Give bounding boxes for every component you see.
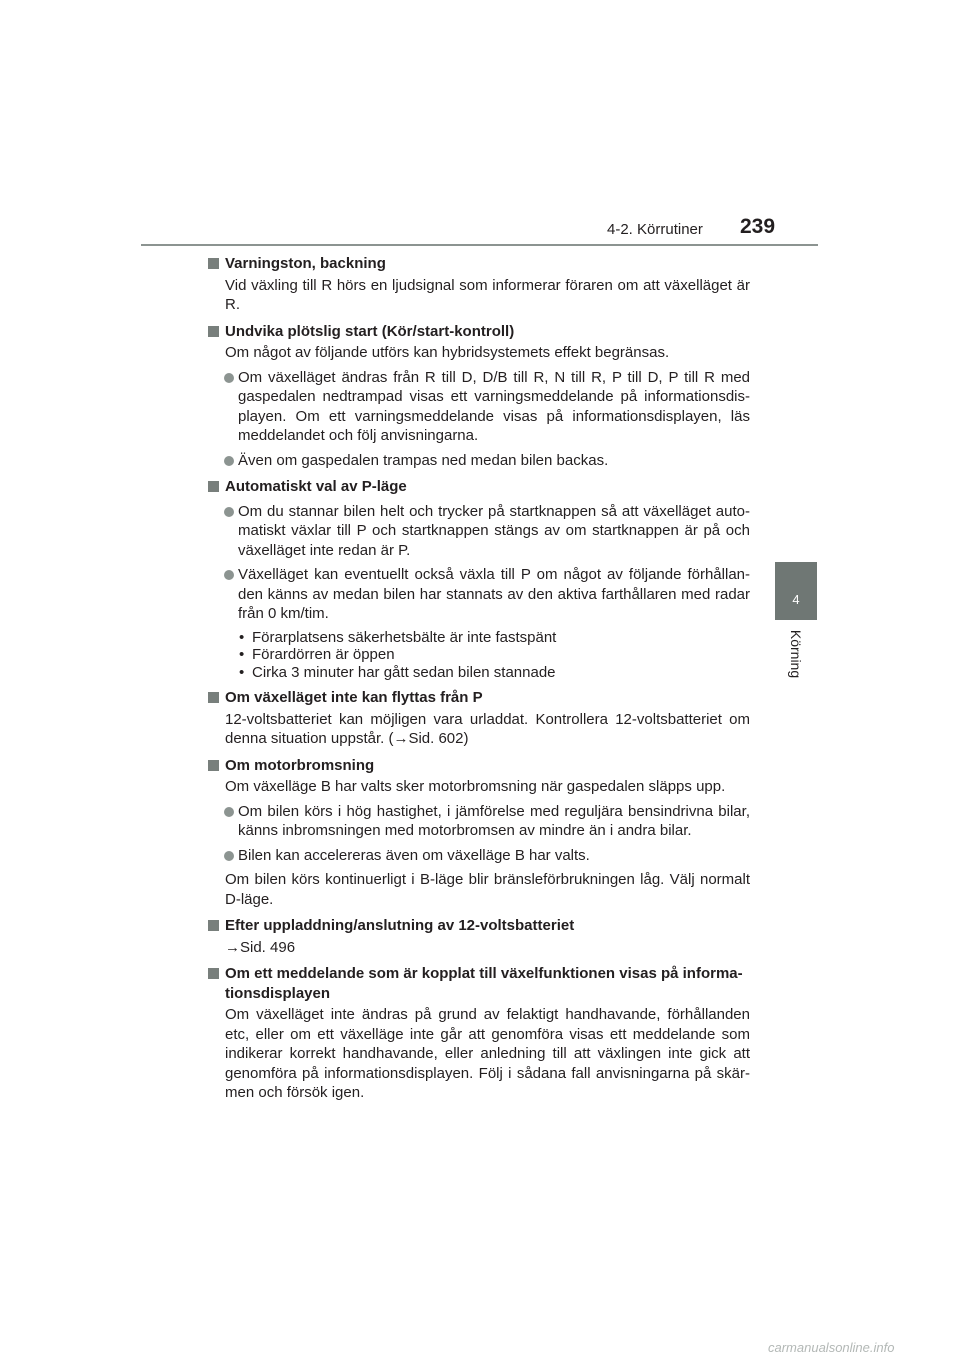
chapter-label: Körning — [788, 629, 804, 679]
square-bullet-icon — [208, 326, 219, 337]
square-bullet-icon — [208, 760, 219, 771]
section-heading: Om växelläget inte kan flyttas från P — [206, 688, 750, 708]
sub-list-item: • Förarplatsens säkerhetsbälte är inte fastspänt — [237, 629, 750, 647]
paragraph: Om växelläge B har valts sker motorbromsning när gaspedalen släpps upp. — [225, 778, 726, 795]
square-bullet-icon — [208, 692, 219, 703]
page-number: 239 — [740, 215, 776, 238]
paragraph: 12-voltsbatteriet kan möjligen vara urladdat. Kontrollera 12-voltsbatteriet om denna situation uppstår. (→Sid. 602) — [225, 710, 750, 747]
page-reference: →Sid. 496 — [225, 938, 296, 956]
circle-bullet-icon — [224, 851, 234, 861]
square-bullet-icon — [208, 258, 219, 269]
paragraph: Vid växling till R hörs en ljudsignal som informerar föraren om att växelläget är R. — [225, 276, 750, 313]
circle-bullet-icon — [224, 456, 234, 466]
chapter-tab — [775, 562, 817, 620]
paragraph: Om växelläget inte ändras på grund av felaktigt handhavande, förhållanden etc, eller om ett växelläge inte går att genomföra visas ett meddelande som indikerar korrekt handhavande, eller anledning till att växlingen inte gick att genomföra på informationsdisplayen. Följ i sådana fall anvisningarna på skär-men och försök igen. — [225, 1006, 750, 1101]
section-heading: Undvika plötslig start (Kör/start-kontroll) — [206, 322, 750, 342]
bullet-item: Om växelläget ändras från R till D, D/B till R, N till R, P till D, P till R med gaspedalen nedtrampad visas ett varningsmeddelande på informationsdis-playen. Om ett varningsmeddelande visas på informationsdisplayen, läs meddelandet och följ anvisningarna. — [206, 368, 750, 446]
section-heading: Automatiskt val av P-läge — [206, 477, 750, 497]
bullet-item: Om bilen körs i hög hastighet, i jämförelse med reguljära bensindrivna bilar, känns inbromsningen med motorbromsen av mindre än i andra bilar. — [206, 802, 750, 841]
section-heading: Varningston, backning — [206, 254, 750, 274]
square-bullet-icon — [208, 968, 219, 979]
sub-list-item: • Cirka 3 minuter har gått sedan bilen stannade — [237, 664, 750, 682]
circle-bullet-icon — [224, 570, 234, 580]
square-bullet-icon — [208, 481, 219, 492]
paragraph: Om bilen körs kontinuerligt i B-läge blir bränsleförbrukningen låg. Välj normalt D-läge. — [225, 871, 750, 908]
section-heading: Om ett meddelande som är kopplat till växelfunktionen visas på informa-tionsdisplayen — [206, 964, 750, 1003]
chapter-number: 4 — [792, 592, 800, 607]
bullet-item: Bilen kan accelereras även om växelläge B har valts. — [206, 846, 750, 866]
watermark: carmanualsonline.info — [768, 1340, 895, 1355]
bullet-item: Även om gaspedalen trampas ned medan bilen backas. — [206, 451, 750, 471]
sub-list-item: • Förardörren är öppen — [237, 646, 750, 664]
section-heading: Efter uppladdning/anslutning av 12-voltsbatteriet — [206, 916, 750, 936]
paragraph: Om något av följande utförs kan hybridsystemets effekt begränsas. — [225, 344, 670, 361]
square-bullet-icon — [208, 920, 219, 931]
section-title: 4-2. Körrutiner — [607, 221, 703, 238]
circle-bullet-icon — [224, 507, 234, 517]
header-divider — [141, 244, 818, 246]
bullet-item: Växelläget kan eventuellt också växla till P om något av följande förhållan-den känns av medan bilen har stannats av den aktiva farthållaren med radar från 0 km/tim. — [206, 565, 750, 624]
sub-list — [206, 629, 750, 682]
page-content — [206, 254, 750, 1103]
bullet-item: Om du stannar bilen helt och trycker på startknappen så att växelläget auto-matiskt växlar till P och startknappen stängs av om startknappen är på och växelläget inte redan är P. — [206, 502, 750, 561]
circle-bullet-icon — [224, 807, 234, 817]
section-heading: Om motorbromsning — [206, 756, 750, 776]
circle-bullet-icon — [224, 373, 234, 383]
